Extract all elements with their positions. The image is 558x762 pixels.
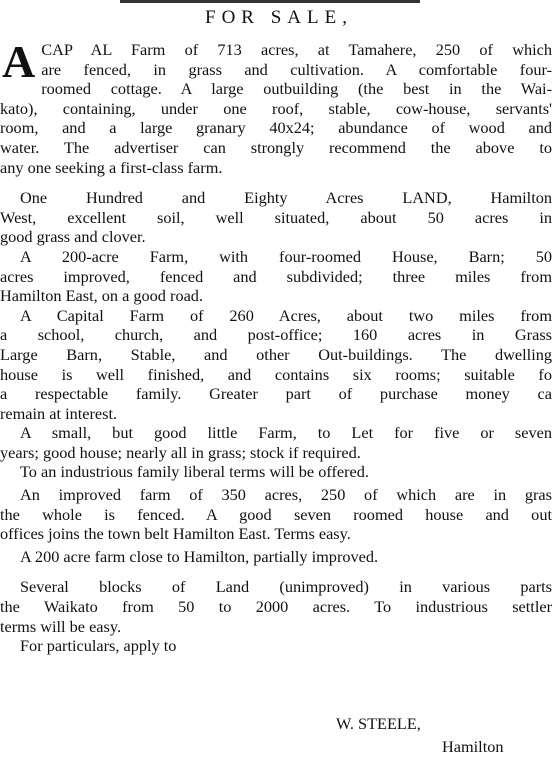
text-line: CAP AL Farm of 713 acres, at Tamahere, 250 of which — [41, 40, 552, 59]
ad-blocks-of-land — [0, 577, 552, 636]
ad-hamilton-west — [0, 188, 552, 247]
text-line: years; good house; nearly all in grass; stock if required. — [0, 442, 361, 462]
text-line: One Hundred and Eighty Acres LAND, Hamilton — [20, 188, 552, 208]
ad-body — [0, 36, 552, 656]
text-line: kato), containing, under one roof, stable, cow-house, servants' — [0, 98, 552, 118]
closing-line — [0, 636, 552, 656]
top-rule — [120, 0, 420, 3]
ad-200-acre-partially-improved — [0, 547, 552, 567]
text-line: any one seeking a first-class farm. — [0, 157, 223, 177]
text-line: Several blocks of Land (unimproved) in various parts — [20, 577, 552, 597]
text-line: acres improved, fenced and subdivided; three miles from — [0, 266, 552, 286]
text-line: For particulars, apply to — [20, 636, 177, 656]
ad-small-farm-to-let — [0, 423, 552, 462]
ad-improved-farm — [0, 485, 552, 544]
signature-place: Hamilton — [442, 737, 504, 756]
text-line: West, excellent soil, well situated, about 50 acres in — [0, 207, 552, 227]
text-line: the whole is fenced. A good seven roomed house and out — [0, 504, 552, 524]
text-line: terms will be easy. — [0, 616, 122, 636]
ad-liberal-terms — [0, 462, 552, 482]
text-line: the Waikato from 50 to 2000 acres. To industrious settler — [0, 597, 552, 617]
ad-200-acre-farm — [0, 247, 552, 306]
ad-farm-tamahere — [0, 36, 552, 177]
text-line: roomed cottage. A large outbuilding (the best in the Wai- — [41, 79, 552, 99]
text-line: Hamilton East, on a good road. — [0, 286, 204, 306]
signature-name: W. STEELE, — [336, 714, 421, 733]
text-line: A Capital Farm of 260 Acres, about two miles from — [20, 305, 552, 325]
ad-heading: FOR SALE, — [205, 7, 353, 28]
text-line: house is well finished, and contains six rooms; suitable fo — [0, 364, 552, 384]
text-line: A small, but good little Farm, to Let for five or seven — [20, 423, 552, 443]
text-line: a school, church, and post-office; 160 acres in Grass — [0, 325, 552, 345]
drop-cap: A — [2, 36, 36, 87]
text-line: room, and a large granary 40x24; abundance of wood and — [0, 118, 552, 138]
text-line: a respectable family. Greater part of purchase money ca — [0, 384, 552, 404]
text-line: An improved farm of 350 acres, 250 of which are in gras — [20, 485, 552, 505]
text-line: are fenced, in grass and cultivation. A comfortable four- — [41, 59, 552, 79]
text-line: A 200 acre farm close to Hamilton, partially improved. — [20, 546, 379, 566]
text-line: remain at interest. — [0, 403, 118, 423]
text-line: Large Barn, Stable, and other Out-buildings. The dwelling — [0, 344, 552, 364]
text-line: offices joins the town belt Hamilton East. Terms easy. — [0, 524, 351, 544]
ad-capital-farm — [0, 306, 552, 424]
text-line: water. The advertiser can strongly recommend the above to — [0, 137, 552, 157]
text-line: good grass and clover. — [0, 227, 146, 247]
text-line: A 200-acre Farm, with four-roomed House, Barn; 50 — [20, 246, 552, 266]
text-line: To an industrious family liberal terms will be offered. — [20, 462, 369, 482]
